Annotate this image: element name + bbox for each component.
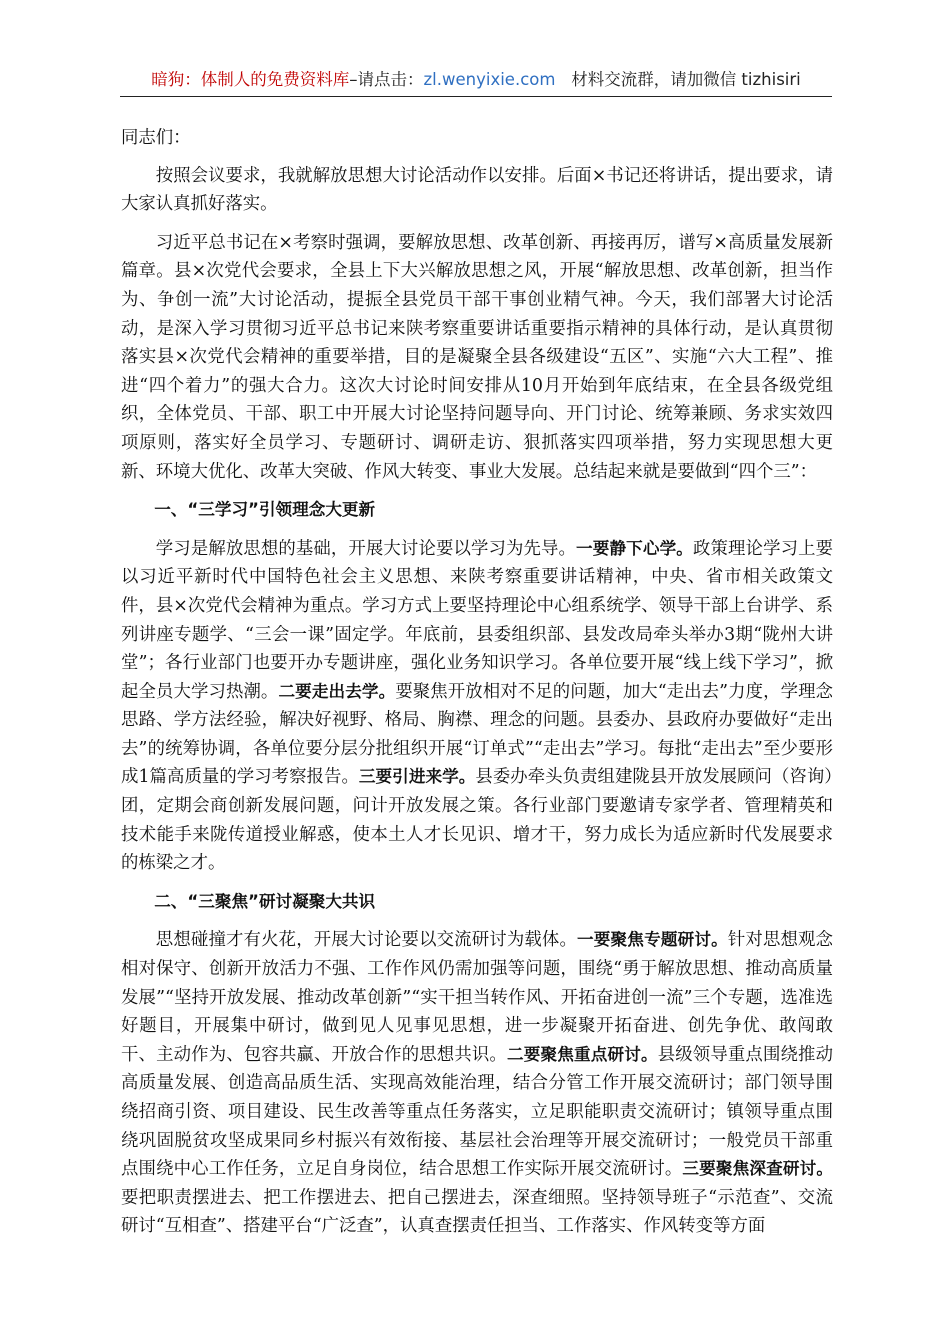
section-2-text-3: 县级领导重点围绕推动高质量发展、创造高品质生活、实现高效能治理，结合分管工作开展交流研讨；部门领导围绕招商引资、项目建设、民生改善等重点任务落实，立足职能职责交流研讨；镇领导重点围绕巩固脱贫攻坚成果同乡村振兴有效衔接、基层社会治理等开展交流研讨；一般党员干部重点围绕中心工作任务，立足自身岗位，结合思想工作实际开展交流研讨。 — [121, 1044, 833, 1180]
section-1-text-2: 政策理论学习上要以习近平新时代中国特色社会主义思想、来陕考察重要讲话精神，中央、省市相关政策文件，县×次党代会精神为重点。学习方式上要坚持理论中心组系统学、领导干部上台讲学、系列讲座专题学、“三会一课”固定学。年底前，县委组织部、县发改局牵头举办3期“陇州大讲堂”；各行业部门也要开办专题讲座，强化业务知识学习。各单位要开展“线上线下学习”，掀起全员大学习热潮。 — [121, 538, 833, 702]
section-1-text-1: 学习是解放思想的基础，开展大讨论要以学习为先导。 — [155, 538, 577, 559]
section-2-text-4: 要把职责摆进去、把工作摆进去、把自己摆进去，深查细照。坚持领导班子“示范查”、交流研讨“互相查”、搭建平台“广泛查”，认真查摆责任担当、工作落实、作风转变等方面 — [121, 1187, 833, 1237]
section-2-paragraph — [121, 926, 833, 1241]
section-1-text-3: 要聚焦开放相对不足的问题，加大“走出去”力度，学理念思路、学方法经验，解决好视野、格局、胸襟、理念的问题。县委办、县政府办要做好“走出去”的统筹协调，各单位要分层分批组织开展“订单式”“走出去”学习。每批“走出去”至少要形成1篇高质量的学习考察报告。 — [121, 681, 833, 788]
section-2-point-3: 三要聚焦深查研讨。 — [682, 1159, 833, 1179]
salutation: 同志们： — [121, 128, 191, 148]
section-1-text-4: 县委办牵头负责组建陇县开放发展顾问（咨询）团，定期会商创新发展问题，问计开放发展之策。各行业部门要邀请专家学者、管理精英和技术能手来陇传道授业解惑，使本土人才长见识、增才干，努力成长为适应新时代发展要求的栋梁之才。 — [121, 767, 833, 874]
section-2-text-1: 思想碰撞才有火花，开展大讨论要以交流研讨为载体。 — [155, 930, 578, 951]
header-brand: 暗狗：体制人的免费资料库 — [151, 70, 350, 89]
header-url-link[interactable]: zl.wenyixie.com — [423, 70, 556, 89]
document-body — [121, 124, 833, 1251]
section-2-point-2: 二要聚焦重点研讨。 — [506, 1044, 658, 1064]
section-1-heading: 一、“三学习”引领理念大更新 — [154, 500, 376, 520]
section-2-point-1: 一要聚焦专题研讨。 — [577, 930, 728, 950]
section-1-point-1: 一要静下心学。 — [576, 538, 694, 558]
section-1-point-3: 三要引进来学。 — [358, 767, 476, 787]
intro-paragraph-1: 按照会议要求，我就解放思想大讨论活动作以安排。后面×书记还将讲话，提出要求，请大家认真抓好落实。 — [121, 165, 833, 215]
intro-paragraph-2: 习近平总书记在×考察时强调，要解放思想、改革创新、再接再厉，谱写×高质量发展新篇章。县×次党代会要求，全县上下大兴解放思想之风，开展“解放思想、改革创新，担当作为、争创一流”大讨论活动，提振全县党员干部干事创业精气神。今天，我们部署大讨论活动，是深入学习贯彻习近平总书记来陕考察重要讲话重要指示精神的具体行动，是认真贯彻落实县×次党代会精神的重要举措，目的是凝聚全县各级建设“五区”、实施“六大工程”、推进“四个着力”的强大合力。这次大讨论时间安排从10月开始到年底结束，在全县各级党组织，全体党员、干部、职工中开展大讨论坚持问题导向、开门讨论、统筹兼顾、务求实效四项原则，落实好全员学习、专题研讨、调研走访、狠抓落实四项举措，努力实现思想大更新、环境大优化、改革大突破、作风大转变、事业大发展。总结起来就是要做到“四个三”： — [121, 232, 833, 482]
header-click-prefix: –请点击： — [349, 70, 424, 89]
page-header — [120, 68, 832, 97]
section-2-text-2: 针对思想观念相对保守、创新开放活力不强、工作作风仍需加强等问题，围绕“勇于解放思想、推动高质量发展”“坚持开放发展、推动改革创新”“实干担当转作风、开拓奋进创一流”三个专题，选准选好题目，开展集中研讨，做到见人见事见思想，进一步凝聚开拓奋进、创先争优、敢闯敢干、主动作为、包容共赢、开放合作的思想共识。 — [121, 930, 833, 1065]
header-contact: 材料交流群，请加微信 tizhisiri — [571, 70, 801, 89]
section-2-heading: 二、“三聚焦”研讨凝聚大共识 — [154, 891, 376, 911]
section-1-point-2: 二要走出去学。 — [278, 681, 396, 701]
section-1-paragraph — [121, 535, 833, 878]
